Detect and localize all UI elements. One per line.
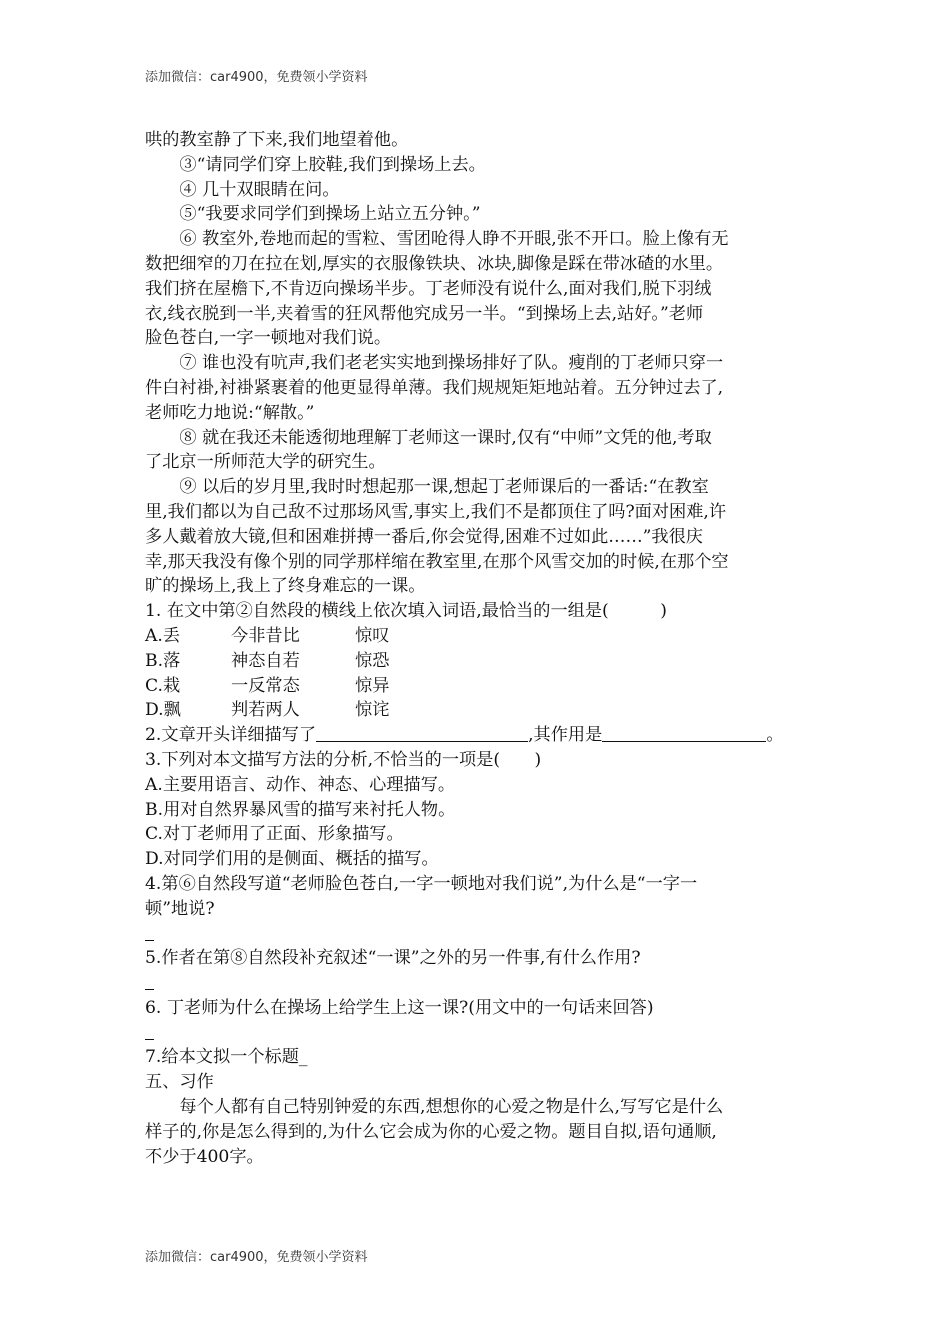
q3-option-d: D.对同学们用的是侧面、概括的描写。 [145, 849, 439, 870]
q2-blank-2[interactable] [602, 723, 766, 742]
paragraph-3: ③“请同学们穿上胶鞋,我们到操场上去。 [179, 154, 486, 175]
question-5: 5.作者在第⑧自然段补充叙述“一课”之外的另一件事,有什么作用? [145, 948, 641, 969]
paragraph-5: ⑤“我要求同学们到操场上站立五分钟。” [179, 204, 481, 225]
option-word: 惊恐 [355, 650, 390, 671]
paragraph-9-line: 旷的操场上,我上了终身难忘的一课。 [145, 576, 426, 597]
question-4-line: 4.第⑥自然段写道“老师脸色苍白,一字一顿地对我们说”,为什么是“一字一 [145, 873, 698, 894]
section-title-composition: 五、习作 [145, 1072, 214, 1093]
option-letter: A.丢 [145, 625, 181, 646]
question-6: 6. 丁老师为什么在操场上给学生上这一课?(用文中的一句话来回答) [145, 997, 654, 1018]
q2-prompt-end: 。 [766, 725, 784, 746]
paragraph-4: ④ 几十双眼睛在问。 [179, 179, 340, 200]
option-letter: B.落 [145, 650, 181, 671]
option-word: 惊诧 [355, 700, 390, 721]
q5-answer-line[interactable] [145, 971, 805, 996]
q1-option-c [145, 674, 805, 699]
paragraph-6-line: 数把细窄的刀在拉在划,厚实的衣服像铁块、冰块,脚像是踩在带冰碴的水里。 [145, 253, 724, 274]
paragraph-6-line: 我们挤在屋檐下,不肯迈向操场半步。丁老师没有说什么,面对我们,脱下羽绒 [145, 278, 712, 299]
paragraph-7-line: 老师吃力地说:“解散。” [145, 402, 315, 423]
q4-answer-line[interactable] [145, 922, 805, 947]
option-idiom: 判若两人 [231, 700, 300, 721]
paragraph-9-line: ⑨ 以后的岁月里,我时时想起那一课,想起丁老师课后的一番话:“在教室 [179, 477, 709, 498]
composition-line: 样子的,你是怎么得到的,为什么它会成为你的心爱之物。题目自拟,语句通顺, [145, 1121, 717, 1142]
q1-option-b [145, 649, 805, 674]
paragraph-9-line: 幸,那天我没有像个别的同学那样缩在教室里,在那个风雪交加的时候,在那个空 [145, 551, 729, 572]
q6-answer-line[interactable] [145, 1021, 805, 1046]
document-body [145, 128, 805, 1169]
question-1: 1. 在文中第②自然段的横线上依次填入词语,最恰当的一组是( ) [145, 601, 667, 622]
paragraph-6-line: 脸色苍白,一字一顿地对我们说。 [145, 328, 392, 349]
option-idiom: 今非昔比 [231, 625, 300, 646]
paragraph-9-line: 多人戴着放大镜,但和困难拼搏一番后,你会觉得,困难不过如此……”我很庆 [145, 526, 703, 547]
q3-option-c: C.对丁老师用了正面、形象描写。 [145, 824, 404, 845]
option-letter: D.飘 [145, 700, 181, 721]
question-2 [145, 723, 805, 748]
paragraph-7-line: 件白衬褂,衬褂紧裹着的他更显得单薄。我们规规矩矩地站着。五分钟过去了, [145, 377, 724, 398]
q2-prompt-mid: ,其作用是 [528, 725, 603, 746]
page-footer: 添加微信：car4900，免费领小学资料 [145, 1250, 368, 1265]
question-4-line: 顿”地说? [145, 898, 215, 919]
passage-line: 哄的教室静了下来,我们地望着他。 [145, 130, 409, 150]
option-letter: C.栽 [145, 675, 181, 696]
option-idiom: 神态自若 [231, 650, 300, 671]
option-word: 惊叹 [355, 625, 390, 646]
q1-option-d [145, 698, 805, 723]
q1-option-a [145, 624, 805, 649]
paragraph-8-line: 了北京一所师范大学的研究生。 [145, 452, 386, 473]
composition-line: 不少于400字。 [145, 1146, 264, 1167]
q3-option-a: A.主要用语言、动作、神态、心理描写。 [145, 774, 456, 795]
paragraph-8-line: ⑧ 就在我还未能透彻地理解丁老师这一课时,仅有“中师”文凭的他,考取 [179, 427, 712, 448]
composition-line: 每个人都有自己特别钟爱的东西,想想你的心爱之物是什么,写写它是什么 [179, 1097, 724, 1118]
paragraph-7-line: ⑦ 谁也没有吭声,我们老老实实地到操场排好了队。瘦削的丁老师只穿一 [179, 353, 724, 374]
question-7: 7.给本文拟一个标题_ [145, 1047, 308, 1068]
paragraph-6-line: 衣,线衣脱到一半,夹着雪的狂风帮他究成另一半。“到操场上去,站好。”老师 [145, 303, 704, 324]
question-3: 3.下列对本文描写方法的分析,不恰当的一项是( ) [145, 749, 542, 770]
q2-blank-1[interactable] [316, 723, 528, 742]
q3-option-b: B.用对自然界暴风雪的描写来衬托人物。 [145, 799, 456, 820]
paragraph-6-line: ⑥ 教室外,卷地而起的雪粒、雪团呛得人睁不开眼,张不开口。脸上像有无 [179, 229, 729, 250]
page-header: 添加微信：car4900，免费领小学资料 [145, 70, 368, 85]
option-word: 惊异 [355, 675, 390, 696]
q2-prompt: 2.文章开头详细描写了 [145, 725, 317, 746]
paragraph-9-line: 里,我们都以为自己敌不过那场风雪,事实上,我们不是都顶住了吗?面对困难,许 [145, 501, 727, 522]
option-idiom: 一反常态 [231, 675, 300, 696]
